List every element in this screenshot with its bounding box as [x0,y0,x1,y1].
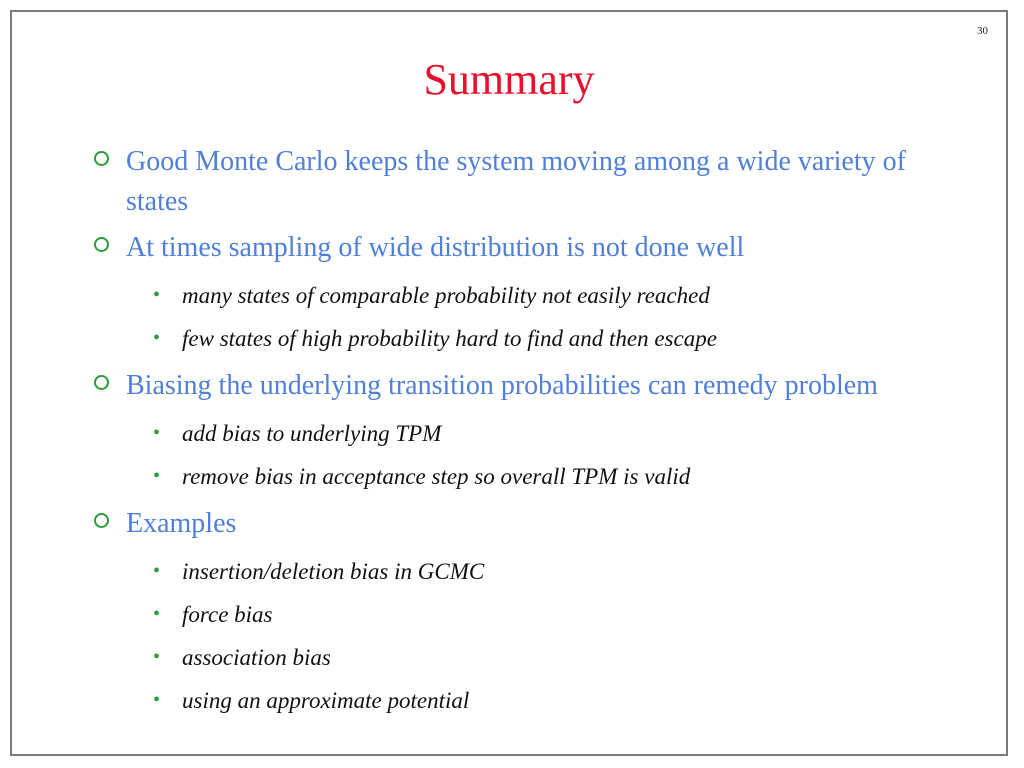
sub-bullet-item [90,550,970,593]
bullet-dot-icon: • [153,560,161,582]
sub-bullet-text: many states of comparable probability not easily reached [182,283,710,308]
bullet-text: Good Monte Carlo keeps the system moving among a wide variety of states [126,146,906,217]
sub-bullet-text: add bias to underlying TPM [182,421,442,446]
hollow-circle-icon [94,375,109,390]
bullet-text: At times sampling of wide distribution is not done well [126,232,745,263]
slide-frame [10,10,1008,756]
sub-bullet-item [90,636,970,679]
bullet-dot-icon: • [153,465,161,487]
bullet-dot-icon: • [153,284,161,306]
bullet-dot-icon: • [153,327,161,349]
bullet-text: Biasing the underlying transition probabilities can remedy problem [126,370,878,401]
hollow-circle-icon [94,237,109,252]
sub-bullet-text: insertion/deletion bias in GCMC [182,559,485,584]
sub-bullet-text: few states of high probability hard to find and then escape [182,326,717,351]
bullet-text: Examples [126,508,237,539]
slide-title: Summary [423,55,595,104]
sub-bullet-list [90,412,970,498]
bullet-item [90,228,970,268]
sub-bullet-item [90,455,970,498]
bullet-dot-icon: • [153,603,161,625]
sub-bullet-text: force bias [182,602,273,627]
sub-bullet-item [90,679,970,722]
sub-bullet-item [90,593,970,636]
bullet-item [90,142,970,222]
slide-content [90,142,970,728]
sub-bullet-text: using an approximate potential [182,688,470,713]
sub-bullet-list [90,550,970,722]
hollow-circle-icon [94,513,109,528]
sub-bullet-item [90,412,970,455]
sub-bullet-item [90,274,970,317]
sub-bullet-text: association bias [182,645,331,670]
sub-bullet-list [90,274,970,360]
hollow-circle-icon [94,151,109,166]
bullet-dot-icon: • [153,646,161,668]
sub-bullet-item [90,317,970,360]
page-number: 30 [977,25,988,37]
sub-bullet-text: remove bias in acceptance step so overall TPM is valid [182,464,691,489]
bullet-item [90,504,970,544]
bullet-dot-icon: • [153,422,161,444]
bullet-item [90,366,970,406]
bullet-dot-icon: • [153,689,161,711]
